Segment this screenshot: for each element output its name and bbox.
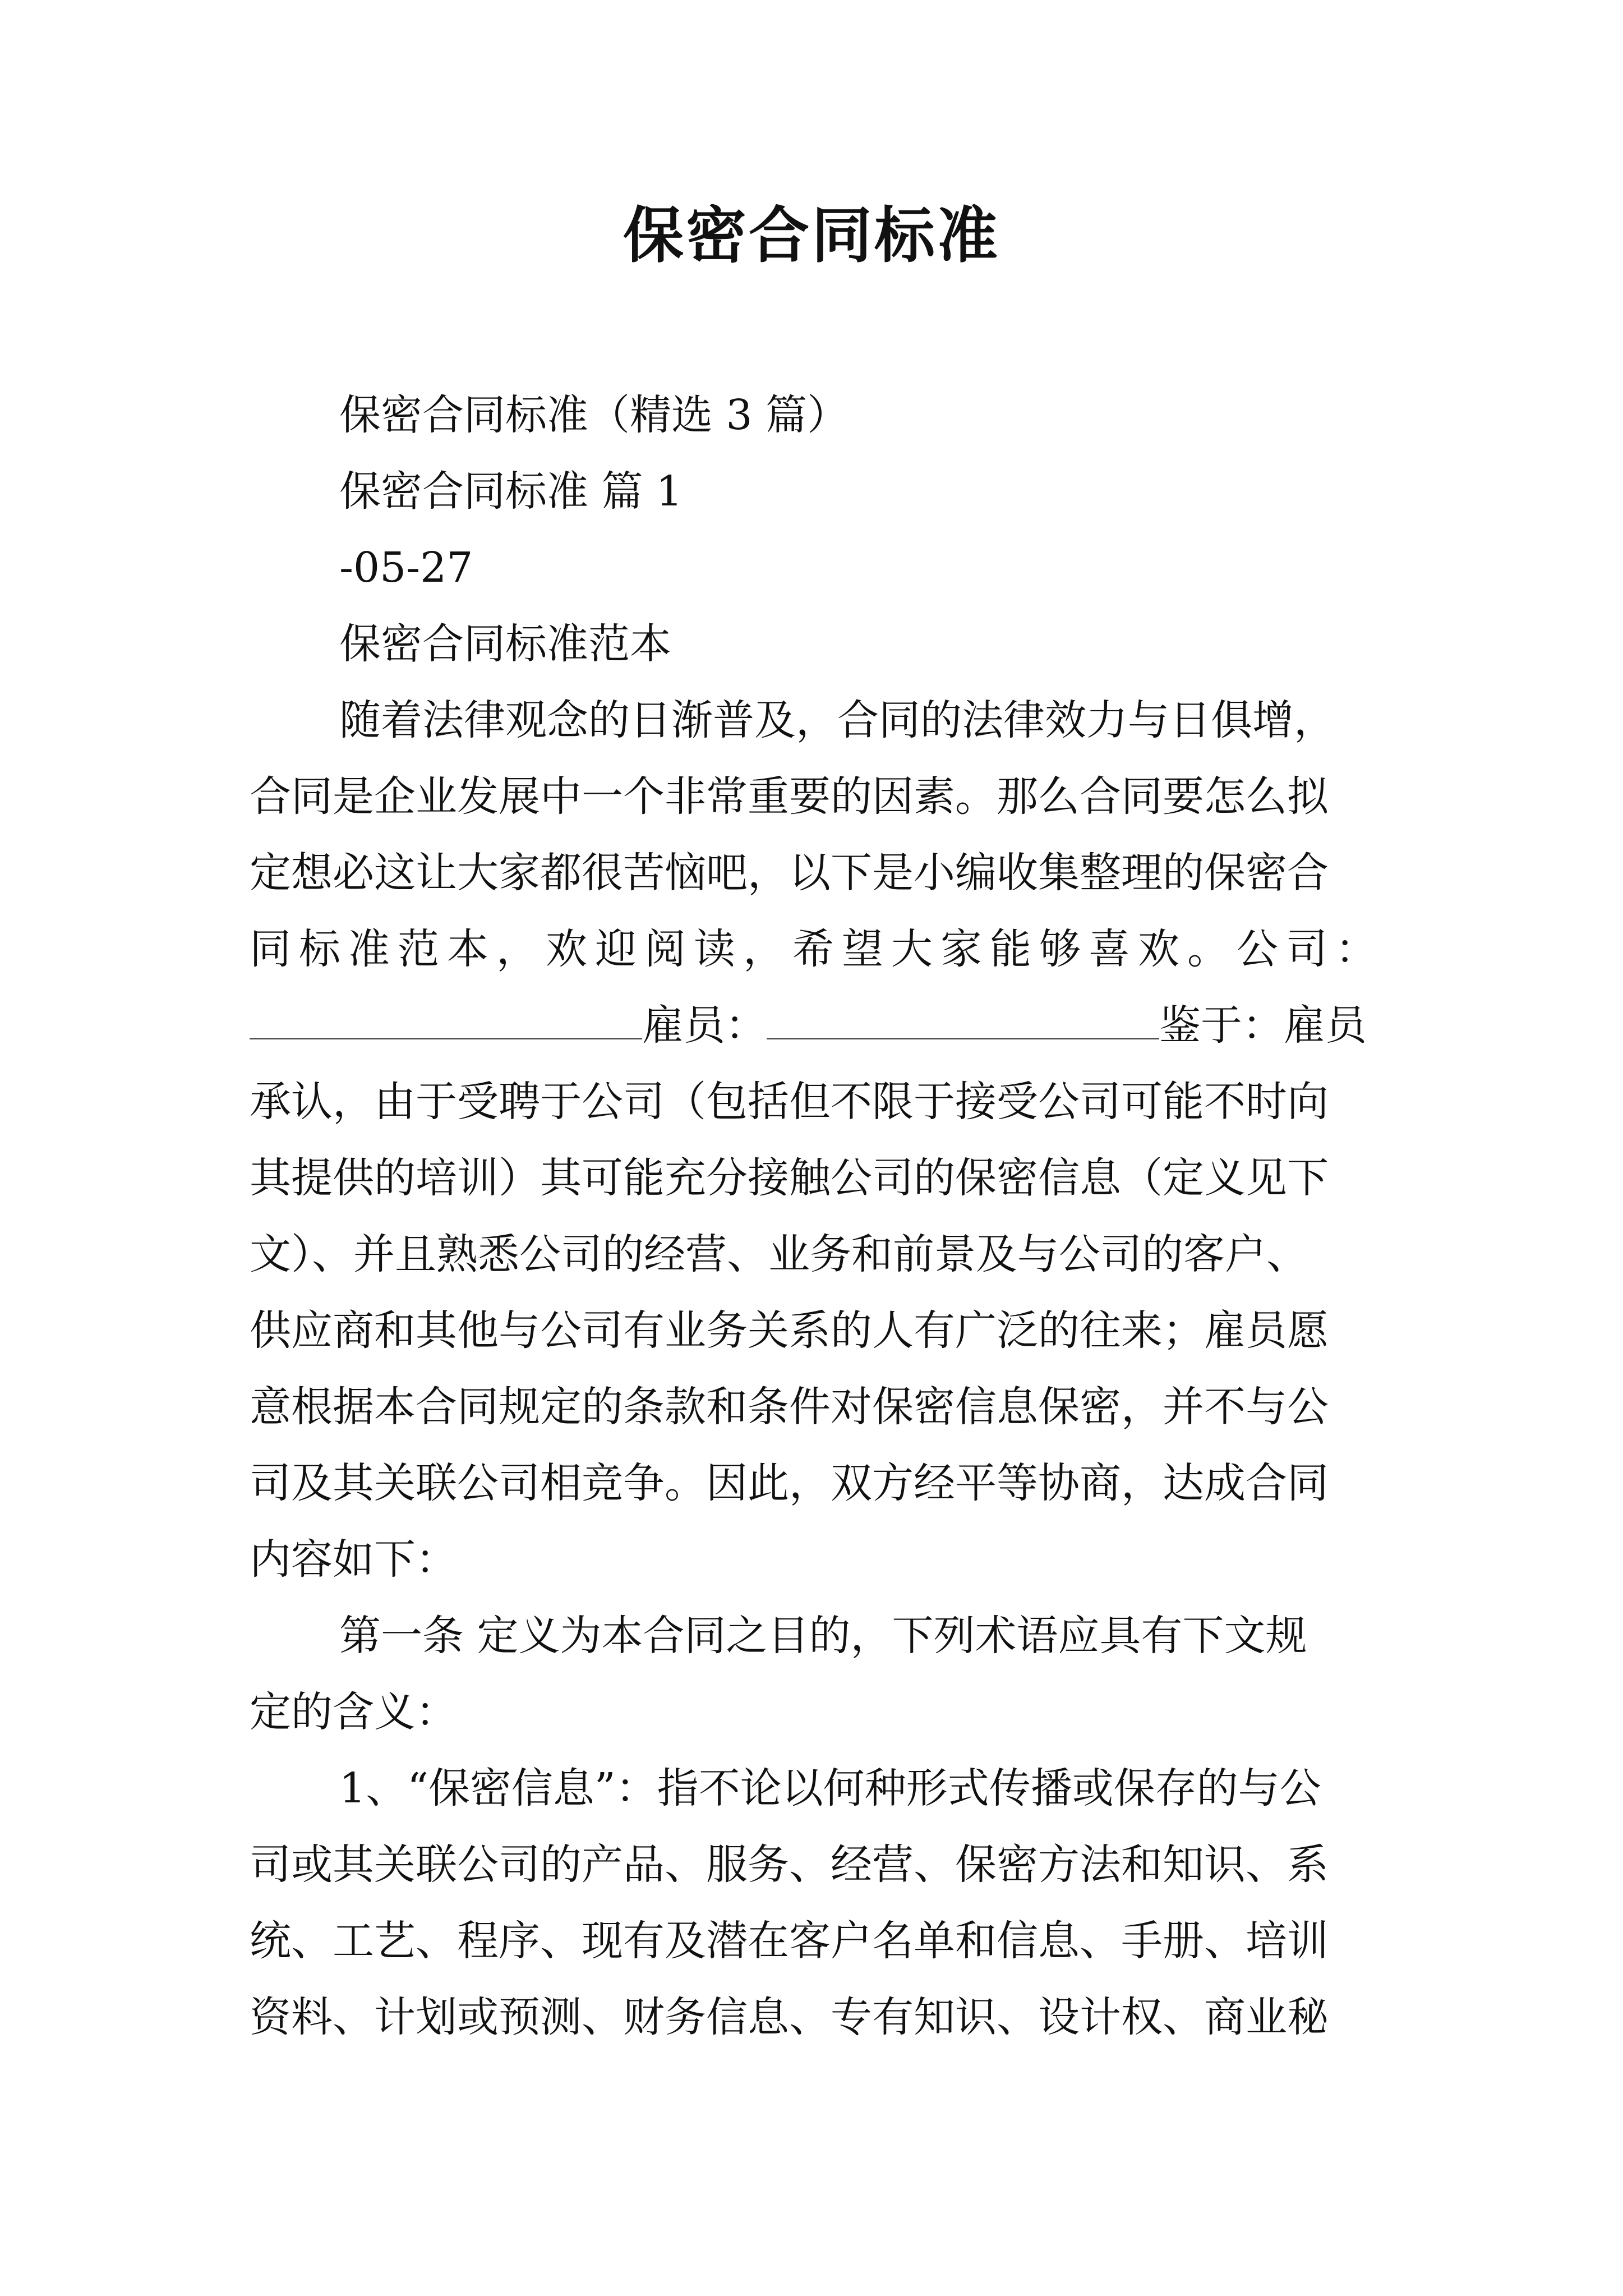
paragraph-line: 供应商和其他与公司有业务关系的人有广泛的往来；雇员愿 bbox=[250, 1306, 1329, 1355]
definition-line: 统、工艺、程序、现有及潜在客户名单和信息、手册、培训 bbox=[250, 1917, 1329, 1965]
section-heading: 保密合同标准 篇 1 bbox=[339, 467, 683, 516]
paragraph-line: 内容如下： bbox=[250, 1535, 457, 1584]
article-line: 第一条 定义为本合同之目的，下列术语应具有下文规 bbox=[339, 1612, 1307, 1660]
paragraph-line: 意根据本合同规定的条款和条件对保密信息保密，并不与公 bbox=[250, 1383, 1329, 1431]
blanks-line bbox=[250, 997, 1367, 1053]
definition-line: 资料、计划或预测、财务信息、专有知识、设计权、商业秘 bbox=[250, 1993, 1329, 2041]
company-blank[interactable] bbox=[250, 999, 642, 1039]
article-line: 定的含义： bbox=[250, 1688, 457, 1736]
employee-blank[interactable] bbox=[767, 999, 1159, 1039]
subtitle-line: 保密合同标准（精选 3 篇） bbox=[339, 391, 849, 439]
paragraph-line: 合同是企业发展中一个非常重要的因素。那么合同要怎么拟 bbox=[250, 772, 1329, 821]
paragraph-line: 其提供的培训）其可能充分接触公司的保密信息（定义见下 bbox=[250, 1154, 1329, 1202]
document-title: 保密合同标准 bbox=[623, 200, 1000, 271]
paragraph-line: 司及其关联公司相竞争。因此，双方经平等协商，达成合同 bbox=[250, 1459, 1329, 1507]
template-heading: 保密合同标准范本 bbox=[339, 620, 671, 668]
paragraph-line: 同标准范本，欢迎阅读，希望大家能够喜欢。公司： bbox=[250, 925, 1377, 973]
paragraph-line: 承认，由于受聘于公司（包括但不限于接受公司可能不时向 bbox=[250, 1078, 1329, 1126]
whereas-label: 鉴于：雇员 bbox=[1159, 1001, 1367, 1050]
paragraph-line: 随着法律观念的日渐普及，合同的法律效力与日俱增， bbox=[339, 696, 1335, 744]
employee-label: 雇员： bbox=[642, 1001, 767, 1050]
paragraph-line: 定想必这让大家都很苦恼吧，以下是小编收集整理的保密合 bbox=[250, 849, 1329, 897]
definition-line: 司或其关联公司的产品、服务、经营、保密方法和知识、系 bbox=[250, 1841, 1329, 1889]
definition-line: 1、“保密信息”：指不论以何种形式传播或保存的与公 bbox=[339, 1764, 1321, 1812]
paragraph-line: 文）、并且熟悉公司的经营、业务和前景及与公司的客户、 bbox=[250, 1230, 1308, 1278]
date-line: -05-27 bbox=[339, 544, 473, 592]
